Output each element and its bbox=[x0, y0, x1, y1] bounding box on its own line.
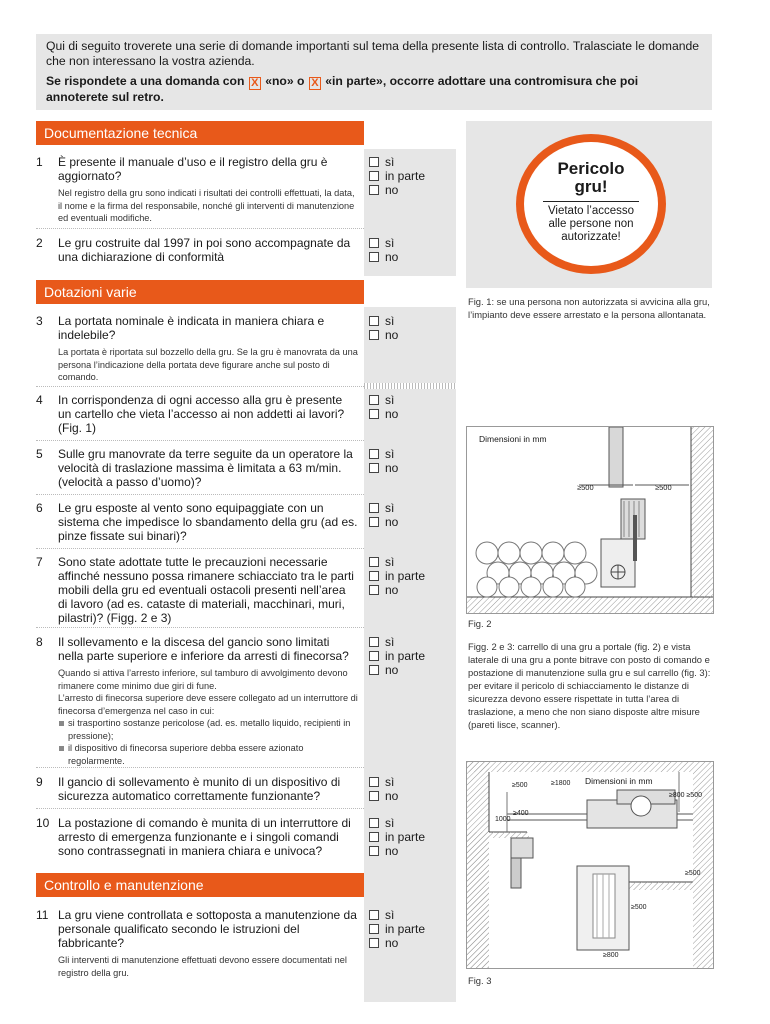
figure-3-label: Fig. 3 bbox=[468, 975, 492, 986]
figure-2-label: Fig. 2 bbox=[468, 618, 492, 629]
question-number: 1 bbox=[36, 155, 43, 169]
option-si[interactable] bbox=[369, 393, 398, 407]
option-no[interactable] bbox=[369, 407, 398, 421]
answer-options bbox=[369, 816, 425, 858]
option-label: no bbox=[385, 250, 399, 264]
question-note: Nel registro della gru sono indicati i risultati dei controlli effettuati, la data, il nome e la firma del responsabile, nonché gli interventi di manutenzione ed eventuali modifiche. bbox=[58, 188, 355, 223]
question-6 bbox=[58, 501, 358, 543]
question-number: 6 bbox=[36, 501, 43, 515]
checkbox[interactable] bbox=[369, 185, 379, 195]
intro-instruction bbox=[46, 74, 702, 105]
checkbox[interactable] bbox=[369, 330, 379, 340]
answer-options bbox=[369, 908, 425, 950]
option-label: no bbox=[385, 515, 399, 529]
checkbox[interactable] bbox=[369, 316, 379, 326]
section-header-controllo: Controllo e manutenzione bbox=[36, 873, 364, 897]
checkbox[interactable] bbox=[369, 651, 379, 661]
question-3 bbox=[58, 314, 358, 384]
divider bbox=[36, 228, 364, 229]
divider bbox=[36, 627, 364, 628]
divider bbox=[36, 494, 364, 495]
answer-options bbox=[369, 393, 398, 421]
checkbox[interactable] bbox=[369, 637, 379, 647]
question-5 bbox=[58, 447, 358, 489]
intro-instruction-c: «in parte», occorre adottare una contromisura che poi annoterete sul retro. bbox=[46, 74, 639, 104]
option-no[interactable] bbox=[369, 183, 425, 197]
dimension-value: ≥1800 bbox=[551, 780, 571, 787]
checkbox[interactable] bbox=[369, 449, 379, 459]
checkbox[interactable] bbox=[369, 395, 379, 405]
question-text: Sulle gru manovrate da terre seguite da un operatore la velocità di traslazione massima è limitata a 63 m/min. (velocità a passo d’uomo)? bbox=[58, 447, 353, 489]
option-no[interactable] bbox=[369, 789, 398, 803]
answer-options bbox=[369, 155, 425, 197]
question-number: 5 bbox=[36, 447, 43, 461]
option-in-parte[interactable] bbox=[369, 169, 425, 183]
option-label: sì bbox=[385, 555, 395, 569]
figure-2-drawing bbox=[467, 427, 713, 613]
divider bbox=[36, 386, 364, 387]
checkbox[interactable] bbox=[369, 571, 379, 581]
question-text: Le gru esposte al vento sono equipaggiate con un sistema che impedisce lo sbandamento della gru (ad es. pinze fissate sui binari)? bbox=[58, 501, 358, 543]
option-si[interactable] bbox=[369, 501, 398, 515]
question-note: L’arresto di finecorsa superiore deve essere collegato ad un interruttore di finecorsa d’emergenza nel caso in cui: bbox=[58, 693, 358, 716]
option-no[interactable] bbox=[369, 515, 398, 529]
option-label: sì bbox=[385, 155, 395, 169]
checkbox[interactable] bbox=[369, 409, 379, 419]
checkbox[interactable] bbox=[369, 777, 379, 787]
question-11 bbox=[58, 908, 358, 979]
question-note: Gli interventi di manutenzione effettuati devono essere documentati nel registro della gru. bbox=[58, 955, 347, 978]
option-label: in parte bbox=[385, 569, 426, 583]
question-note-list bbox=[58, 717, 358, 767]
question-number: 11 bbox=[36, 908, 49, 922]
option-no[interactable] bbox=[369, 663, 425, 677]
option-no[interactable] bbox=[369, 844, 425, 858]
question-note: La portata è riportata sul bozzello della gru. Se la gru è manovrata da una persona l’indicazione della portata deve figurare anche sul posto di comando. bbox=[58, 347, 358, 382]
checkbox[interactable] bbox=[369, 910, 379, 920]
option-no[interactable] bbox=[369, 461, 398, 475]
answer-options bbox=[369, 555, 425, 597]
question-2 bbox=[58, 236, 358, 264]
answer-options bbox=[369, 447, 398, 475]
question-text: Sono state adottate tutte le precauzioni necessarie affinché nessuno possa rimanere schiacciato tra le parti mobili della gru ed eventuali ostacoli presenti nell’area di lavoro (ad es. cataste di materiali, macchinari, muri, pilastri)? (Figg. 2 e 3) bbox=[58, 555, 354, 625]
option-label: no bbox=[385, 663, 399, 677]
answer-options bbox=[369, 314, 398, 342]
option-no[interactable] bbox=[369, 328, 398, 342]
option-label: no bbox=[385, 789, 399, 803]
checkbox[interactable] bbox=[369, 846, 379, 856]
x-mark-icon: X bbox=[249, 77, 261, 90]
divider bbox=[36, 808, 364, 809]
figure-1-caption: Fig. 1: se una persona non autorizzata si avvicina alla gru, l’impianto deve essere arrestato e la persona allontanata. bbox=[468, 296, 710, 320]
figure-3 bbox=[466, 761, 714, 969]
question-9 bbox=[58, 775, 358, 803]
option-label: no bbox=[385, 407, 399, 421]
question-text: In corrispondenza di ogni accesso alla gru è presente un cartello che vieta l’accesso ai non addetti ai lavori? (Fig. 1) bbox=[58, 393, 345, 435]
sign-text: Vietato l’accesso alle persone non autorizzate! bbox=[547, 205, 635, 243]
option-label: no bbox=[385, 328, 399, 342]
checkbox[interactable] bbox=[369, 791, 379, 801]
checkbox[interactable] bbox=[369, 503, 379, 513]
question-text: La gru viene controllata e sottoposta a manutenzione da personale qualificato secondo le istruzioni del fabbricante? bbox=[58, 908, 357, 950]
option-label: sì bbox=[385, 236, 395, 250]
option-label: in parte bbox=[385, 649, 426, 663]
option-in-parte[interactable] bbox=[369, 922, 425, 936]
question-text: Il gancio di sollevamento è munito di un dispositivo di sicurezza automatico correttamente funzionante? bbox=[58, 775, 341, 803]
checkbox[interactable] bbox=[369, 171, 379, 181]
list-item: il dispositivo di finecorsa superiore debba essere azionato regolarmente. bbox=[58, 742, 358, 767]
divider bbox=[36, 767, 364, 768]
question-4 bbox=[58, 393, 358, 435]
option-si[interactable] bbox=[369, 816, 425, 830]
warning-sign bbox=[516, 134, 666, 274]
figure-2-3-caption: Figg. 2 e 3: carrello di una gru a portale (fig. 2) e vista laterale di una gru a ponte bitrave con posto di comando e postazione di manutenzione sulla gru e sul carrello (fig. 3): per evitare il pericolo di schiacciamento le distanze di sicurezza devono essere rispettate in tutta l’area di traslazione, a meno che non siano disposte altre misure (pareti lisce, scanner). bbox=[468, 641, 711, 730]
hatch-divider bbox=[364, 383, 456, 389]
option-no[interactable] bbox=[369, 583, 425, 597]
dimension-value: ≥800 bbox=[603, 952, 619, 959]
checkbox[interactable] bbox=[369, 665, 379, 675]
option-label: sì bbox=[385, 447, 395, 461]
sign-title: Pericolo gru! bbox=[557, 159, 625, 196]
intro-instruction-a: Se rispondete a una domanda con bbox=[46, 74, 248, 88]
question-note: Quando si attiva l’arresto inferiore, sul tamburo di avvolgimento devono rimanere come minimo due giri di fune. bbox=[58, 668, 348, 691]
question-text: La postazione di comando è munita di un interruttore di arresto di emergenza funzionante e i singoli comandi sono contrassegnati in maniera chiara e univoca? bbox=[58, 816, 351, 858]
question-text: È presente il manuale d’uso e il registro della gru è aggiornato? bbox=[58, 155, 328, 183]
option-label: no bbox=[385, 936, 399, 950]
question-text: Le gru costruite dal 1997 in poi sono accompagnate da una dichiarazione di conformità bbox=[58, 236, 351, 264]
dimension-label: Dimensioni in mm bbox=[479, 434, 547, 444]
option-label: no bbox=[385, 183, 399, 197]
option-label: sì bbox=[385, 393, 395, 407]
question-number: 2 bbox=[36, 236, 43, 250]
x-mark-icon: X bbox=[309, 77, 321, 90]
question-7 bbox=[58, 555, 358, 625]
checkbox[interactable] bbox=[369, 463, 379, 473]
checkbox[interactable] bbox=[369, 238, 379, 248]
option-si[interactable] bbox=[369, 155, 425, 169]
option-si[interactable] bbox=[369, 314, 398, 328]
checkbox[interactable] bbox=[369, 557, 379, 567]
option-in-parte[interactable] bbox=[369, 569, 425, 583]
dimension-value: ≥500 bbox=[655, 483, 672, 492]
option-si[interactable] bbox=[369, 775, 398, 789]
option-label: sì bbox=[385, 501, 395, 515]
dimension-value: ≥500 bbox=[512, 782, 528, 789]
checkbox[interactable] bbox=[369, 938, 379, 948]
question-text: Il sollevamento e la discesa del gancio sono limitati nella parte superiore e inferiore da arresti di finecorsa? bbox=[58, 635, 349, 663]
dimension-value: ≥500 bbox=[631, 904, 647, 911]
question-number: 9 bbox=[36, 775, 43, 789]
option-in-parte[interactable] bbox=[369, 830, 425, 844]
checkbox[interactable] bbox=[369, 924, 379, 934]
question-number: 4 bbox=[36, 393, 43, 407]
list-item: si trasportino sostanze pericolose (ad. es. metallo liquido, recipienti in pressione); bbox=[58, 717, 358, 742]
answer-options bbox=[369, 635, 425, 677]
question-10 bbox=[58, 816, 358, 858]
option-label: sì bbox=[385, 635, 395, 649]
question-number: 7 bbox=[36, 555, 43, 569]
dimension-value: ≥500 bbox=[577, 483, 594, 492]
sign-rule bbox=[543, 201, 639, 202]
question-1 bbox=[58, 155, 358, 225]
answer-options bbox=[369, 775, 398, 803]
checkbox[interactable] bbox=[369, 585, 379, 595]
dimension-value: ≥800 ≥500 bbox=[669, 792, 702, 799]
question-number: 10 bbox=[36, 816, 50, 830]
checkbox[interactable] bbox=[369, 517, 379, 527]
option-no[interactable] bbox=[369, 250, 398, 264]
option-si[interactable] bbox=[369, 908, 425, 922]
option-si[interactable] bbox=[369, 635, 425, 649]
divider bbox=[36, 548, 364, 549]
intro-instruction-b: «no» o bbox=[261, 74, 308, 88]
question-text: La portata nominale è indicata in maniera chiara e indelebile? bbox=[58, 314, 325, 342]
question-number: 8 bbox=[36, 635, 43, 649]
intro-box bbox=[36, 34, 712, 110]
option-label: no bbox=[385, 461, 399, 475]
checkbox[interactable] bbox=[369, 818, 379, 828]
option-label: in parte bbox=[385, 922, 426, 936]
option-in-parte[interactable] bbox=[369, 649, 425, 663]
option-label: sì bbox=[385, 314, 395, 328]
option-no[interactable] bbox=[369, 936, 425, 950]
dimension-value: 1000 bbox=[495, 816, 511, 823]
option-label: no bbox=[385, 844, 399, 858]
question-8 bbox=[58, 635, 358, 767]
answer-options bbox=[369, 236, 398, 264]
answer-options bbox=[369, 501, 398, 529]
intro-text: Qui di seguito troverete una serie di domande importanti sul tema della presente lista di controllo. Tralasciate le domande che non interessano la vostra azienda. bbox=[46, 39, 700, 68]
dimension-value: ≥400 bbox=[513, 810, 529, 817]
dimension-label: Dimensioni in mm bbox=[585, 776, 653, 786]
option-label: in parte bbox=[385, 830, 426, 844]
option-si[interactable] bbox=[369, 236, 398, 250]
option-si[interactable] bbox=[369, 555, 425, 569]
option-label: sì bbox=[385, 775, 395, 789]
figure-2 bbox=[466, 426, 714, 614]
divider bbox=[36, 440, 364, 441]
option-label: sì bbox=[385, 816, 395, 830]
question-number: 3 bbox=[36, 314, 43, 328]
section-header-documentazione: Documentazione tecnica bbox=[36, 121, 364, 145]
option-label: in parte bbox=[385, 169, 426, 183]
option-si[interactable] bbox=[369, 447, 398, 461]
figure-1-panel bbox=[466, 121, 712, 288]
checkbox[interactable] bbox=[369, 157, 379, 167]
option-label: sì bbox=[385, 908, 395, 922]
checkbox[interactable] bbox=[369, 252, 379, 262]
section-header-dotazioni: Dotazioni varie bbox=[36, 280, 364, 304]
warning-sign-inner bbox=[524, 142, 658, 266]
dimension-value: ≥500 bbox=[685, 870, 701, 877]
option-label: no bbox=[385, 583, 399, 597]
checkbox[interactable] bbox=[369, 832, 379, 842]
